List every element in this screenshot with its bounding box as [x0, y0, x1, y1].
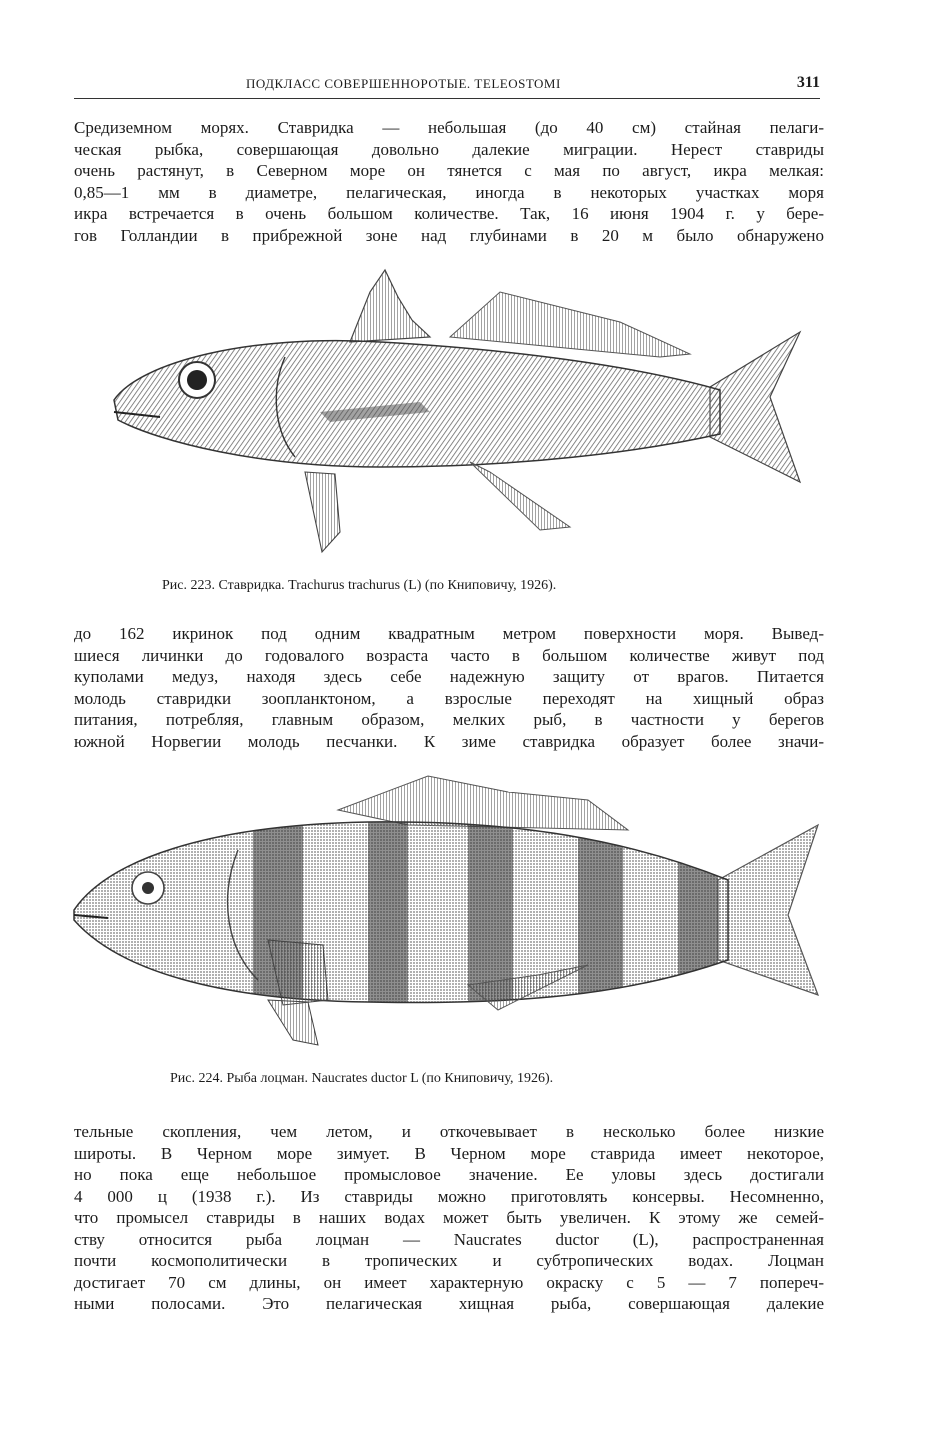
text-line: почти космополитически в тропических и субтропических водах. Лоцман — [74, 1251, 824, 1270]
text-line: тельные скопления, чем летом, и откочевывает в несколько более низкие — [74, 1122, 824, 1141]
text-line: ными полосами. Это пелагическая хищная рыба, совершающая далекие — [74, 1294, 824, 1313]
text-line: ческая рыбка, совершающая довольно далекие миграции. Нерест ставриды — [74, 139, 824, 159]
page-header — [74, 72, 820, 99]
pilot-fish-illustration — [68, 770, 828, 1050]
text-line: ству относится рыба лоцман — Naucrates ductor (L), распространенная — [74, 1229, 824, 1249]
text-line: очень растянут, в Северном море он тянется с мая по август, икра мелкая: — [74, 161, 824, 180]
text-line: что промысел ставриды в наших водах может быть увеличен. К этому же семей- — [74, 1208, 824, 1227]
text-line: южной Норвегии молодь песчанки. К зиме ставридка образует более значи- — [74, 731, 824, 751]
running-title: ПОДКЛАСС СОВЕРШЕННОРОТЫЕ. TELEOSTOMI — [246, 76, 561, 91]
figure-223-caption: Рис. 223. Ставридка. Trachurus trachurus (L) (по Книповичу, 1926). — [162, 578, 557, 593]
page-number: 311 — [796, 74, 820, 91]
text-line: икра встречается в очень большом количестве. Так, 16 июня 1904 г. у бере- — [74, 204, 824, 223]
figure-224-caption: Рис. 224. Рыба лоцман. Naucrates ductor L (по Книповичу, 1926). — [170, 1071, 554, 1086]
paragraph-middle — [74, 623, 824, 752]
text-line: достигает 70 см длины, он имеет характерную окраску с 5 — 7 попереч- — [74, 1272, 824, 1292]
text-line: 0,85—1 мм в диаметре, пелагическая, иногда в некоторых участках моря — [74, 182, 824, 202]
text-line: шиеся личинки до годовалого возраста часто в большом количестве живут под — [74, 645, 824, 665]
paragraph-top — [74, 117, 824, 246]
text-line: но пока еще небольшое промысловое значение. Ее уловы здесь достигали — [74, 1165, 824, 1184]
paragraph-bottom — [74, 1121, 824, 1315]
text-line: гов Голландии в прибрежной зоне над глубинами в 20 м было обнаружено — [74, 225, 824, 245]
text-line: куполами медуз, находя здесь себе надежную защиту от врагов. Питается — [74, 667, 824, 686]
text-line: Средиземном морях. Ставридка — небольшая (до 40 см) стайная пелаги- — [74, 118, 824, 137]
text-line: широты. В Черном море зимует. В Черном море ставрида имеет некоторое, — [74, 1143, 824, 1163]
horse-mackerel-illustration — [100, 262, 830, 562]
text-line: до 162 икринок под одним квадратным метром поверхности моря. Вывед- — [74, 624, 824, 643]
text-line: молодь ставридки зоопланктоном, а взрослые переходят на хищный образ — [74, 688, 824, 708]
text-line: питания, потребляя, главным образом, мелких рыб, в частности у берегов — [74, 710, 824, 729]
text-line: 4 000 ц (1938 г.). Из ставриды можно приготовлять консервы. Несомненно, — [74, 1186, 824, 1206]
